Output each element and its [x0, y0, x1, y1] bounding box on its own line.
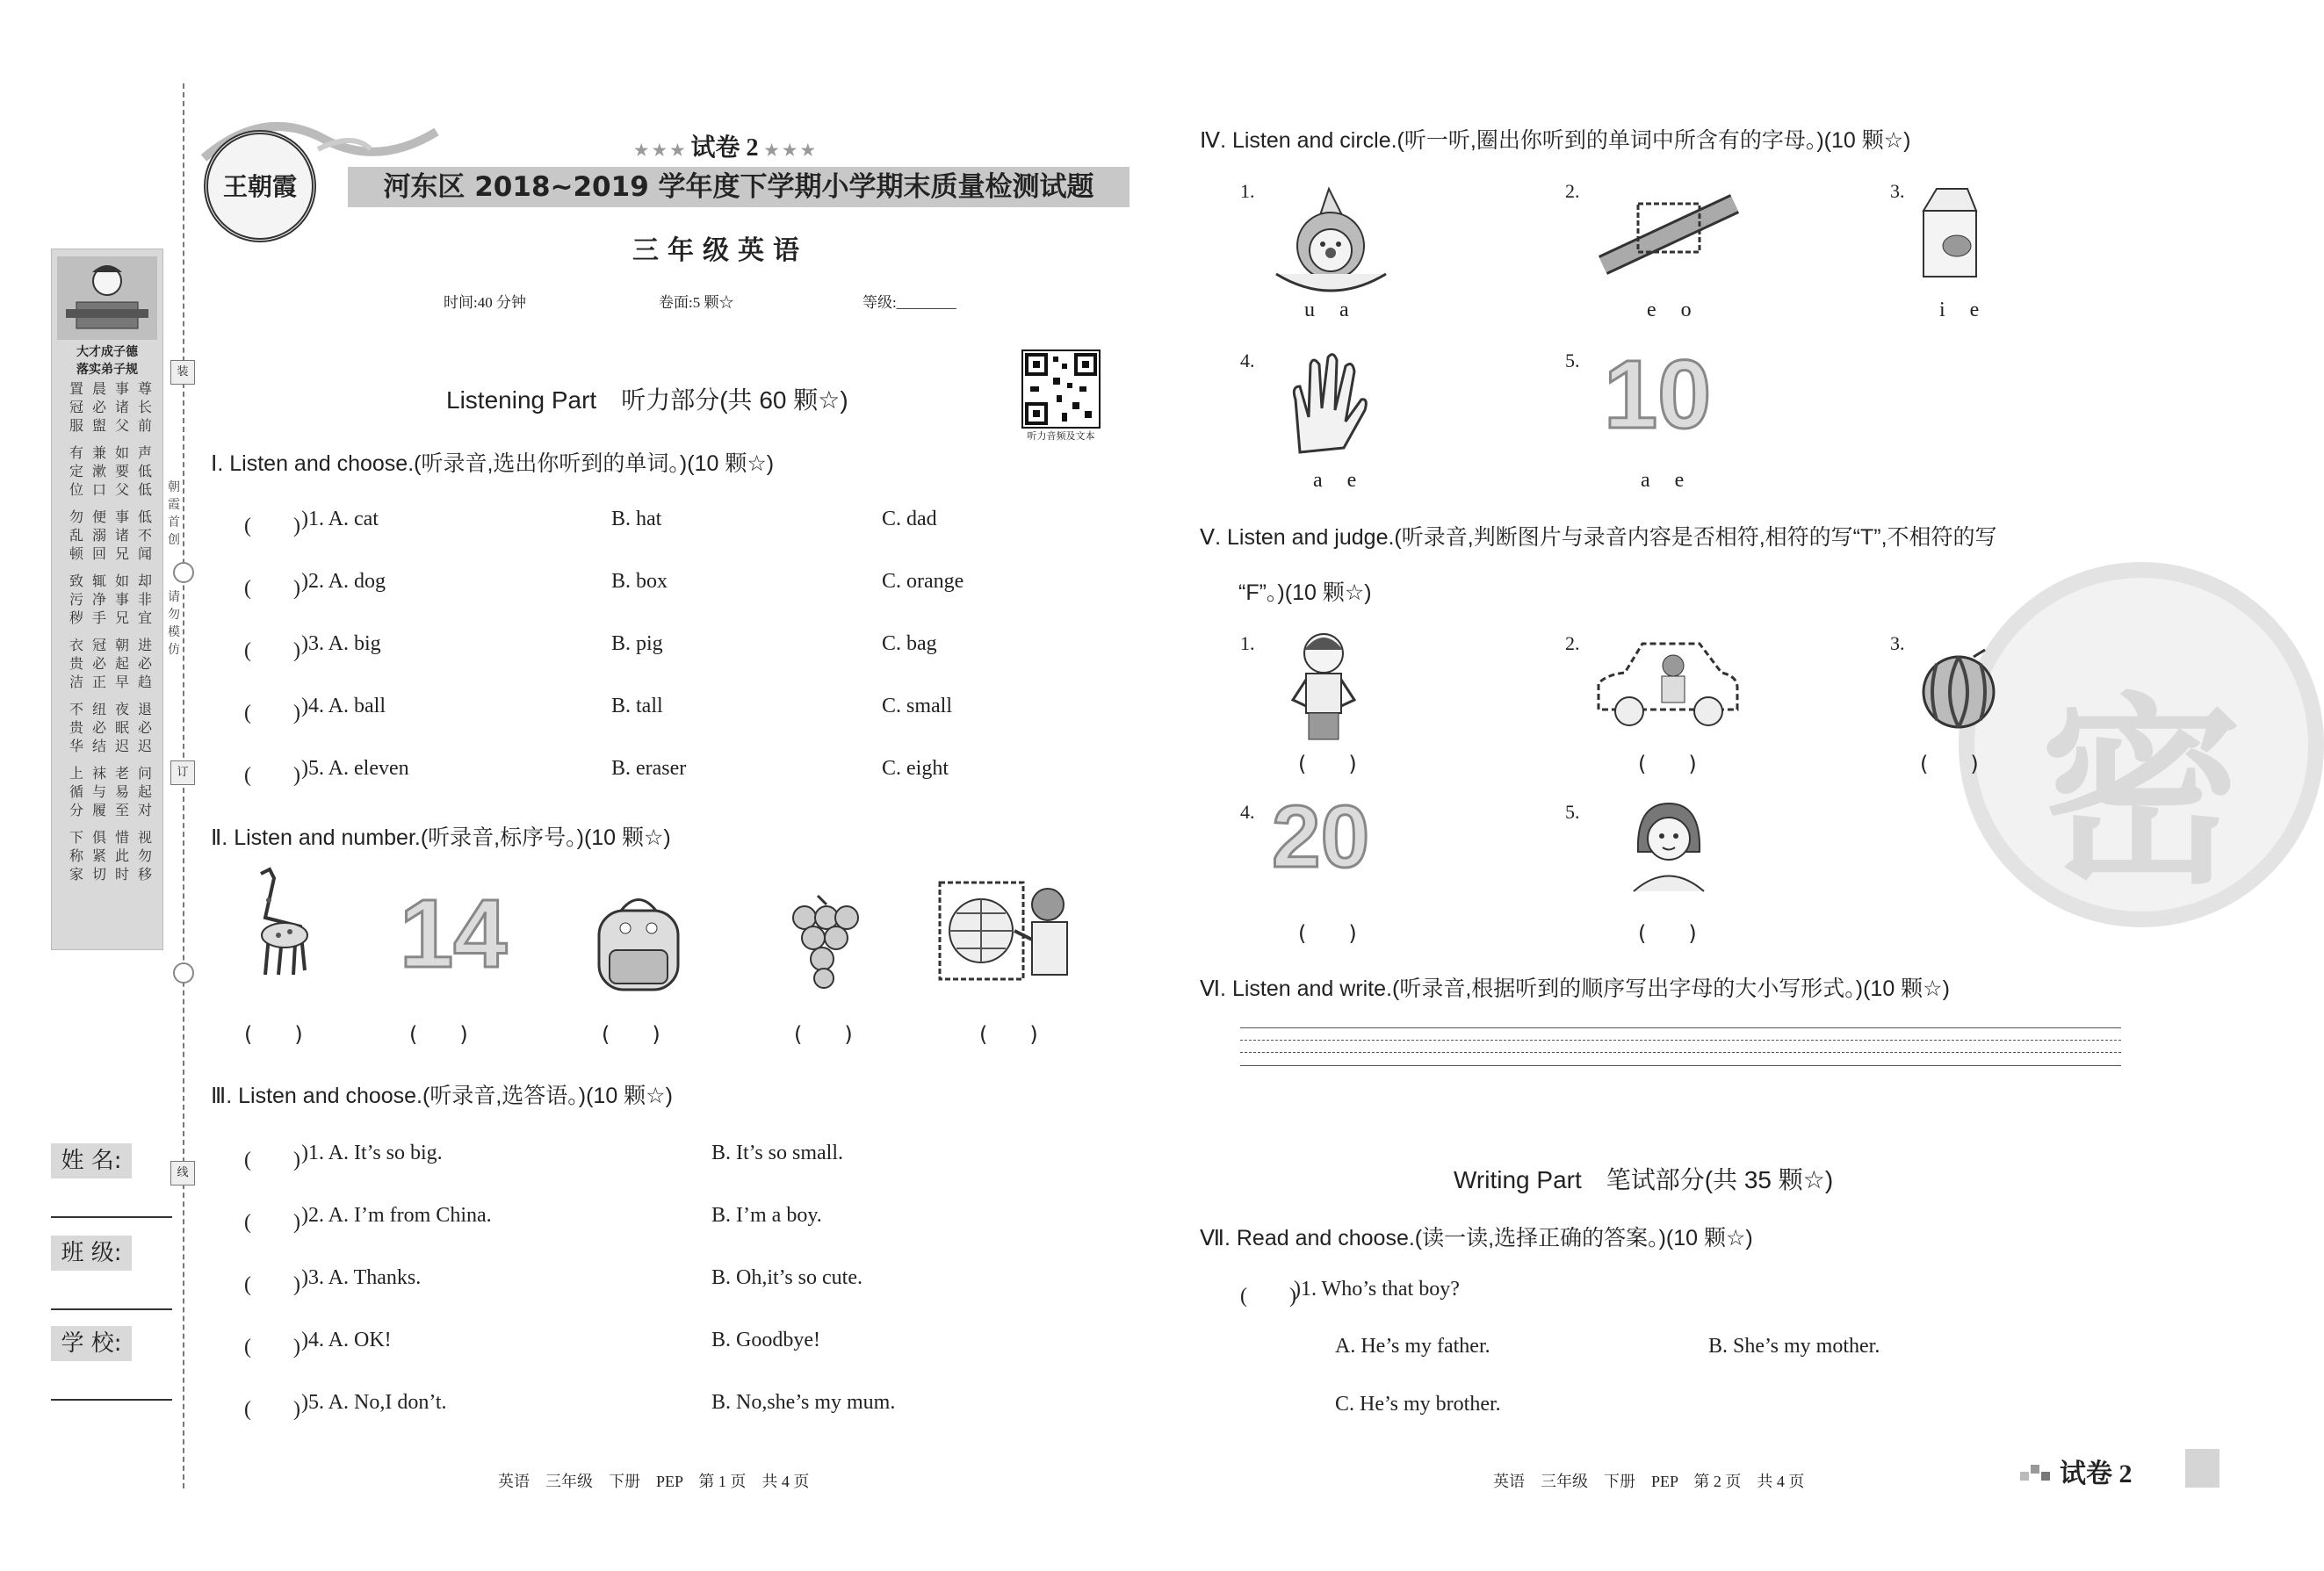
- motto-char: 问: [137, 765, 152, 782]
- motto-char: 定: [69, 463, 83, 479]
- motto-char: 纽: [91, 701, 106, 717]
- side-note-char: 首: [168, 515, 180, 530]
- paper-number: ★ ★ ★ 试卷 2 ★ ★ ★: [634, 134, 815, 162]
- motto-char: 兄: [114, 545, 129, 562]
- motto-char: 上: [69, 765, 83, 782]
- s1-option-b: B. eraser: [611, 757, 687, 780]
- s1-option-c: C. bag: [882, 632, 937, 655]
- binding-dashed-line: [183, 83, 184, 1488]
- side-note-char: 朝: [168, 480, 180, 494]
- s1-option-a: )5. A. eleven: [301, 757, 409, 780]
- s3-option-a: )1. A. It’s so big.: [301, 1142, 443, 1164]
- s4-letters-1[interactable]: u a: [1304, 299, 1351, 321]
- side-note-char: 仿: [168, 643, 180, 657]
- answer-blank-7-1[interactable]: ( ): [1240, 1285, 1296, 1308]
- motto-char: 要: [114, 463, 129, 479]
- motto-column: [113, 379, 131, 883]
- motto-char: 漱: [91, 463, 106, 479]
- section-1-title: Ⅰ. Listen and choose.(听录音,选出你听到的单词。)(10 颗☆): [211, 451, 775, 476]
- motto-char: 诸: [114, 399, 129, 415]
- car-picture: [1590, 631, 1743, 734]
- motto-char: 低: [137, 508, 152, 525]
- motto-char: 必: [91, 719, 106, 736]
- s3-option-b: B. It’s so small.: [711, 1142, 844, 1164]
- motto-char: 起: [114, 655, 129, 672]
- binding-hole-2: [173, 962, 194, 984]
- s1-option-c: C. eight: [882, 757, 949, 780]
- s3-answer-blank[interactable]: ( ): [244, 1211, 300, 1234]
- binding-tag-zhuang: 装: [170, 360, 195, 385]
- s7-option-b: B. She’s my mother.: [1708, 1335, 1880, 1358]
- boy-picture: [1284, 625, 1363, 741]
- motto-char: 结: [91, 738, 106, 754]
- scholar-figure-icon: [57, 256, 157, 340]
- motto-char: 污: [69, 591, 83, 608]
- motto-panel: [51, 249, 163, 950]
- motto-char: 惜: [114, 829, 129, 846]
- s4-number-3: 3.: [1890, 180, 1905, 202]
- writing-part-title: Writing Part 笔试部分(共 35 颗☆): [1454, 1166, 1834, 1193]
- motto-char: 衣: [69, 637, 83, 653]
- section-5-title-line1: Ⅴ. Listen and judge.(听录音,判断图片与录音内容是否相符,相符的写“T”,不相符的写: [1200, 525, 1997, 550]
- corner-band: [2185, 1449, 2219, 1488]
- motto-char: 声: [137, 444, 152, 461]
- schoolbag-picture: [590, 889, 687, 996]
- s1-answer-blank[interactable]: ( ): [244, 515, 300, 537]
- motto-char: 循: [69, 783, 83, 800]
- time-info: 时间:40 分钟: [444, 294, 526, 311]
- motto-char: 秽: [69, 609, 83, 626]
- s5-number-4: 4.: [1240, 801, 1255, 823]
- s7-option-c: C. He’s my brother.: [1335, 1393, 1501, 1416]
- s3-answer-blank[interactable]: ( ): [244, 1398, 300, 1421]
- watermelon-picture: [1919, 648, 2003, 731]
- s1-answer-blank[interactable]: ( ): [244, 702, 300, 724]
- s1-answer-blank[interactable]: ( ): [244, 764, 300, 787]
- motto-char: 如: [114, 573, 129, 589]
- giraffe-picture: [239, 865, 318, 988]
- s4-letters-2[interactable]: e o: [1647, 299, 1693, 321]
- motto-char: 事: [114, 591, 129, 608]
- motto-char: 此: [114, 847, 129, 864]
- clown-picture: [1272, 184, 1395, 307]
- score-info: 卷面:5 颗☆: [659, 294, 734, 311]
- footer-page-1: 英语 三年级 下册 PEP 第 1 页 共 4 页: [498, 1473, 810, 1490]
- motto-char: 老: [114, 765, 129, 782]
- number-10-picture: 10: [1604, 341, 1712, 449]
- binding-tag-ding: 订: [170, 760, 195, 785]
- footer-page-2: 英语 三年级 下册 PEP 第 2 页 共 4 页: [1493, 1473, 1805, 1490]
- motto-char: 袜: [91, 765, 106, 782]
- s1-answer-blank[interactable]: ( ): [244, 577, 300, 600]
- confidential-stamp: 密: [1959, 562, 2324, 927]
- s3-option-b: B. I’m a boy.: [711, 1204, 822, 1227]
- writing-line-1[interactable]: [1240, 1027, 2121, 1028]
- motto-char: 迟: [137, 738, 152, 754]
- motto-char: 辄: [91, 573, 106, 589]
- motto-char: 不: [69, 701, 83, 717]
- motto-char: 早: [114, 674, 129, 690]
- answer-blank-2-2[interactable]: ( ): [409, 1022, 468, 1047]
- s5-number-3: 3.: [1890, 632, 1905, 654]
- motto-char: 洁: [69, 674, 83, 690]
- s7-question-1: )1. Who’s that boy?: [1294, 1278, 1460, 1301]
- motto-char: 家: [69, 866, 83, 883]
- motto-char: 净: [91, 591, 106, 608]
- motto-char: 事: [114, 380, 129, 397]
- page-title: 河东区 2018~2019 学年度下学期小学期末质量检测试题: [383, 171, 1094, 203]
- s1-option-c: C. dad: [882, 508, 937, 530]
- motto-char: 晨: [91, 380, 106, 397]
- s1-option-a: )2. A. dog: [301, 570, 386, 593]
- s4-letters-5[interactable]: a e: [1641, 469, 1686, 492]
- motto-char: 诸: [114, 527, 129, 544]
- motto-char: 视: [137, 829, 152, 846]
- section-6-title: Ⅵ. Listen and write.(听录音,根据听到的顺序写出字母的大小写形式。)(10 颗☆): [1200, 976, 1950, 1001]
- side-note-no-copy: [165, 588, 183, 659]
- motto-char: 兄: [114, 609, 129, 626]
- motto-char: 华: [69, 738, 83, 754]
- motto-char: 位: [69, 481, 83, 498]
- motto-char: 宜: [137, 609, 152, 626]
- motto-illustration: [57, 256, 157, 340]
- motto-char: 移: [137, 866, 152, 883]
- s4-number-2: 2.: [1565, 180, 1580, 202]
- side-note-char: 霞: [168, 498, 180, 512]
- motto-char: 父: [114, 417, 129, 434]
- s4-letters-3[interactable]: i e: [1939, 299, 1981, 321]
- corner-squares-icon: [2020, 1458, 2055, 1484]
- number-14-picture: 14: [400, 880, 508, 988]
- motto-char: 长: [137, 399, 152, 415]
- ruler-scissors-picture: [1594, 186, 1743, 283]
- s4-number-4: 4.: [1240, 350, 1255, 371]
- class-label: 班 级:: [51, 1236, 132, 1271]
- s3-option-a: )2. A. I’m from China.: [301, 1204, 492, 1227]
- motto-char: 口: [91, 481, 106, 498]
- answer-blank-2-4[interactable]: ( ): [794, 1022, 853, 1047]
- motto-char: 时: [114, 866, 129, 883]
- motto-char: 夜: [114, 701, 129, 717]
- s3-option-a: )3. A. Thanks.: [301, 1266, 422, 1289]
- side-note-original: [165, 479, 183, 549]
- motto-char: 如: [114, 444, 129, 461]
- qr-code-label: 听力音频及文本: [1027, 430, 1095, 442]
- side-note-char: 模: [168, 625, 180, 639]
- motto-char: 勿: [137, 847, 152, 864]
- motto-char: 有: [69, 444, 83, 461]
- listening-part-title: Listening Part 听力部分(共 60 颗☆): [446, 386, 848, 414]
- writing-line-2[interactable]: [1240, 1040, 2121, 1041]
- motto-char: 前: [137, 417, 152, 434]
- section-5-title-line2: “F”。)(10 颗☆): [1238, 580, 1372, 605]
- s7-option-a: A. He’s my father.: [1335, 1335, 1490, 1358]
- motto-char: 朝: [114, 637, 129, 653]
- s4-number-1: 1.: [1240, 180, 1255, 202]
- motto-char: 贵: [69, 719, 83, 736]
- motto-char: 盥: [91, 417, 106, 434]
- s3-option-b: B. Goodbye!: [711, 1329, 820, 1351]
- corner-paper-tag: 试卷 2: [2060, 1459, 2133, 1488]
- answer-blank-5-1[interactable]: ( ): [1298, 752, 1357, 776]
- s5-number-1: 1.: [1240, 632, 1255, 654]
- motto-char: 溺: [91, 527, 106, 544]
- s3-answer-blank[interactable]: ( ): [244, 1149, 300, 1171]
- writing-line-4[interactable]: [1240, 1065, 2121, 1066]
- motto-char: 闻: [137, 545, 152, 562]
- motto-char: 置: [69, 380, 83, 397]
- motto-char: 与: [91, 783, 106, 800]
- motto-char: 必: [91, 655, 106, 672]
- s1-option-b: B. tall: [611, 695, 663, 717]
- s1-option-a: )4. A. ball: [301, 695, 386, 717]
- motto-char: 迟: [114, 738, 129, 754]
- grapes-picture: [778, 887, 866, 996]
- section-4-title: Ⅳ. Listen and circle.(听一听,圈出你听到的单词中所含有的字母。)(10 颗☆): [1200, 128, 1911, 153]
- answer-blank-2-5[interactable]: ( ): [979, 1022, 1038, 1047]
- name-field[interactable]: [51, 1216, 172, 1218]
- motto-char: 回: [91, 545, 106, 562]
- s3-option-a: )4. A. OK!: [301, 1329, 392, 1351]
- motto-char: 必: [137, 655, 152, 672]
- motto-char: 必: [91, 399, 106, 415]
- school-field[interactable]: [51, 1399, 172, 1401]
- motto-char: 事: [114, 508, 129, 525]
- motto-char: 紧: [91, 847, 106, 864]
- motto-char: 退: [137, 701, 152, 717]
- motto-column: [136, 379, 154, 883]
- answer-blank-2-3[interactable]: ( ): [602, 1022, 660, 1047]
- s3-option-b: B. No,she’s my mum.: [711, 1391, 896, 1414]
- motto-char: 尊: [137, 380, 152, 397]
- section-7-title: Ⅶ. Read and choose.(读一读,选择正确的答案。)(10 颗☆): [1200, 1226, 1753, 1250]
- s1-option-c: C. orange: [882, 570, 964, 593]
- qr-code-icon: [1023, 351, 1099, 427]
- motto-char: 起: [137, 783, 152, 800]
- motto-char: 服: [69, 417, 83, 434]
- grade-info: 等级:________: [862, 294, 956, 311]
- s1-option-a: )1. A. cat: [301, 508, 379, 530]
- s1-option-b: B. pig: [611, 632, 663, 655]
- binding-hole-1: [173, 562, 194, 583]
- answer-blank-5-4[interactable]: ( ): [1298, 921, 1357, 946]
- motto-char: 冠: [69, 399, 83, 415]
- motto-char: 不: [137, 527, 152, 544]
- motto-char: 却: [137, 573, 152, 589]
- s3-option-a: )5. A. No,I don’t.: [301, 1391, 447, 1414]
- motto-char: 乱: [69, 527, 83, 544]
- motto-char: 致: [69, 573, 83, 589]
- motto-char: 顿: [69, 545, 83, 562]
- class-field[interactable]: [51, 1308, 172, 1310]
- name-label: 姓 名:: [51, 1143, 132, 1178]
- motto-char: 必: [137, 719, 152, 736]
- s5-number-2: 2.: [1565, 632, 1580, 654]
- s1-option-c: C. small: [882, 695, 953, 717]
- motto-char: 便: [91, 508, 106, 525]
- school-label: 学 校:: [51, 1326, 132, 1361]
- motto-title-1: 大才成子德: [76, 345, 138, 359]
- section-2-title: Ⅱ. Listen and number.(听录音,标序号。)(10 颗☆): [211, 825, 671, 850]
- answer-blank-5-2[interactable]: ( ): [1638, 752, 1697, 776]
- motto-char: 正: [91, 674, 106, 690]
- side-note-char: 勿: [168, 608, 180, 622]
- s1-answer-blank[interactable]: ( ): [244, 639, 300, 662]
- boy-with-globe-picture: [935, 878, 1093, 992]
- motto-char: 冠: [91, 637, 106, 653]
- girl-picture: [1629, 799, 1708, 894]
- s1-option-b: B. box: [611, 570, 668, 593]
- section-3-title: Ⅲ. Listen and choose.(听录音,选答语。)(10 颗☆): [211, 1084, 673, 1108]
- motto-char: 父: [114, 481, 129, 498]
- motto-char: 至: [114, 802, 129, 818]
- motto-char: 眠: [114, 719, 129, 736]
- motto-char: 手: [91, 609, 106, 626]
- s4-letters-4[interactable]: a e: [1313, 469, 1359, 492]
- motto-char: 俱: [91, 829, 106, 846]
- motto-char: 勿: [69, 508, 83, 525]
- s5-number-5: 5.: [1565, 801, 1580, 823]
- writing-line-3[interactable]: [1240, 1052, 2121, 1053]
- s3-option-b: B. Oh,it’s so cute.: [711, 1266, 862, 1289]
- motto-char: 贵: [69, 655, 83, 672]
- qr-code[interactable]: [1021, 350, 1101, 429]
- motto-char: 低: [137, 481, 152, 498]
- s3-answer-blank[interactable]: ( ): [244, 1336, 300, 1358]
- milk-carton-picture: [1915, 184, 1985, 281]
- motto-char: 进: [137, 637, 152, 653]
- motto-char: 对: [137, 802, 152, 818]
- motto-char: 非: [137, 591, 152, 608]
- hand-picture: [1282, 347, 1370, 457]
- motto-char: 切: [91, 866, 106, 883]
- motto-char: 易: [114, 783, 129, 800]
- motto-char: 低: [137, 463, 152, 479]
- motto-column: [90, 379, 108, 883]
- motto-char: 履: [91, 802, 106, 818]
- brand-logo: 王朝霞: [204, 130, 316, 242]
- motto-char: 下: [69, 829, 83, 846]
- motto-char: 称: [69, 847, 83, 864]
- answer-blank-5-5[interactable]: ( ): [1638, 921, 1697, 946]
- motto-column: [68, 379, 85, 883]
- s3-answer-blank[interactable]: ( ): [244, 1273, 300, 1296]
- motto-char: 兼: [91, 444, 106, 461]
- motto-char: 分: [69, 802, 83, 818]
- motto-char: 趋: [137, 674, 152, 690]
- s1-option-b: B. hat: [611, 508, 662, 530]
- binding-tag-xian: 线: [170, 1161, 195, 1185]
- s1-option-a: )3. A. big: [301, 632, 381, 655]
- answer-blank-5-3[interactable]: ( ): [1920, 752, 1979, 776]
- side-note-char: 请: [168, 590, 180, 604]
- number-20-picture: 20: [1272, 788, 1370, 886]
- s4-number-5: 5.: [1565, 350, 1580, 371]
- subject-title: 三年级英语: [632, 235, 808, 266]
- motto-title-2: 落实弟子规: [76, 363, 138, 377]
- answer-blank-2-1[interactable]: ( ): [244, 1022, 303, 1047]
- side-note-char: 创: [168, 533, 180, 547]
